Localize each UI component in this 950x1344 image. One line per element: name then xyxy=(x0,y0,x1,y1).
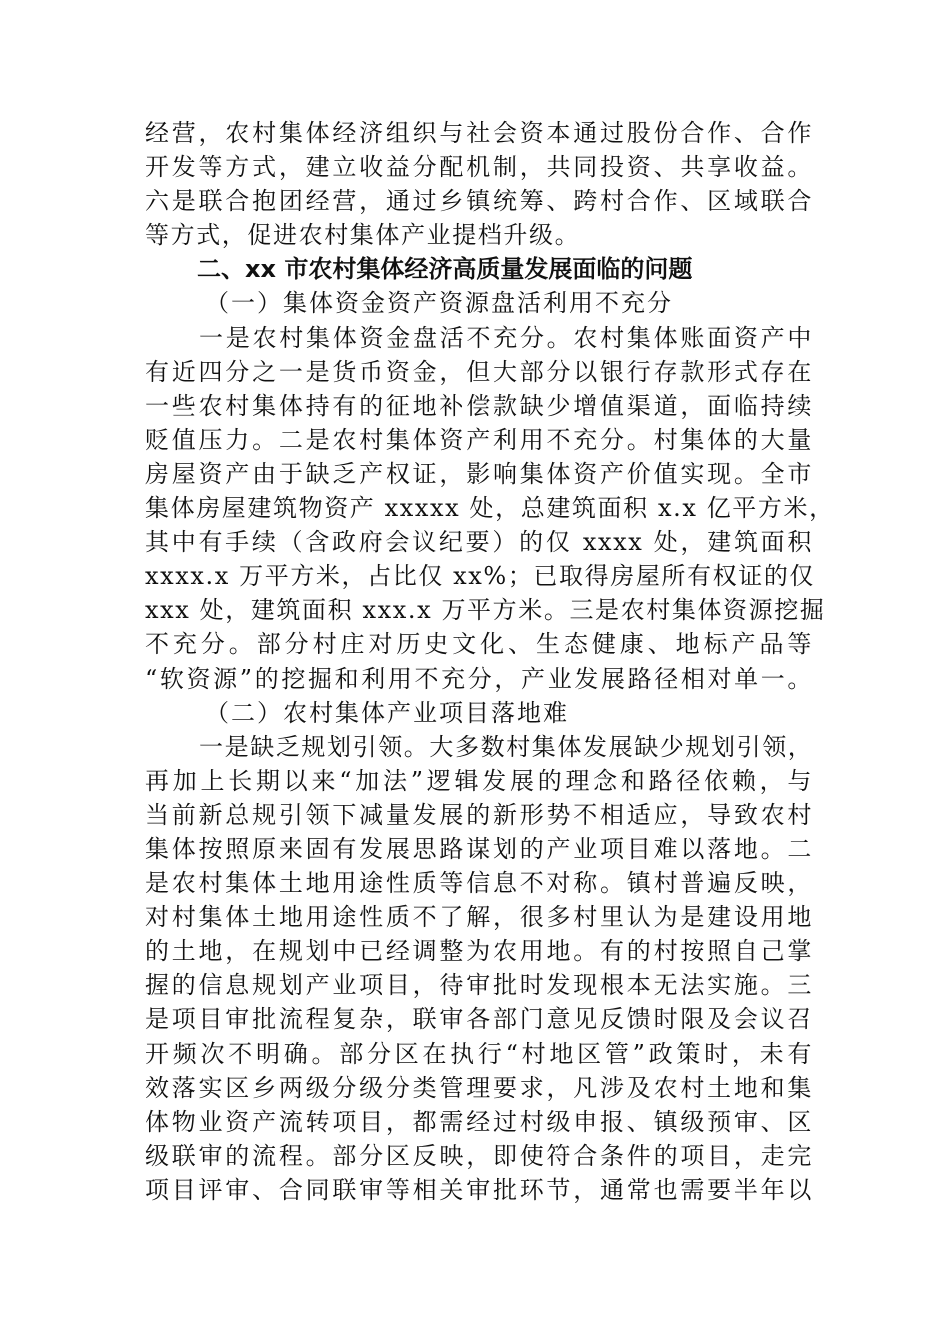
text-line: 贬值压力。二是农村集体资产利用不充分。村集体的大量 xyxy=(145,425,813,454)
text-line: 其中有手续（含政府会议纪要）的仅 xxxx 处，建筑面积 xyxy=(145,528,813,557)
text-line: xxxx.x 万平方米，占比仅 xx%；已取得房屋所有权证的仅 xyxy=(145,562,816,591)
text-line: 对村集体土地用途性质不了解，很多村里认为是建设用地 xyxy=(145,903,813,932)
text-line: 开发等方式，建立收益分配机制，共同投资、共享收益。 xyxy=(145,153,813,182)
text-line: 当前新总规引领下减量发展的新形势不相适应，导致农村 xyxy=(145,800,813,829)
text-line: 房屋资产由于缺乏产权证，影响集体资产价值实现。全市 xyxy=(145,459,813,488)
text-line: 一是缺乏规划引领。大多数村集体发展缺少规划引领， xyxy=(199,732,814,761)
subsection-2-paragraph xyxy=(145,730,813,1207)
subsection-1-paragraph xyxy=(145,321,835,696)
subsection-2-heading: （二）农村集体产业项目落地难 xyxy=(205,698,569,727)
text-line: 再加上长期以来“加法”逻辑发展的理念和路径依赖，与 xyxy=(145,766,813,795)
text-line: 一是农村集体资金盘活不充分。农村集体账面资产中 xyxy=(199,323,813,352)
text-line: 一些农村集体持有的征地补偿款缺少增值渠道，面临持续 xyxy=(145,391,813,420)
text-line: “软资源”的挖掘和利用不充分，产业发展路径相对单一。 xyxy=(145,664,813,693)
subsection-1-heading: （一）集体资金资产资源盘活利用不充分 xyxy=(205,289,673,318)
text-line: 等方式，促进农村集体产业提档升级。 xyxy=(145,221,581,250)
text-line: 经营，农村集体经济组织与社会资本通过股份合作、合作 xyxy=(145,119,813,147)
intro-paragraph xyxy=(145,116,813,252)
text-line: 不充分。部分村庄对历史文化、生态健康、地标产品等 xyxy=(145,630,813,659)
text-line: 六是联合抱团经营，通过乡镇统筹、跨村合作、区域联合 xyxy=(145,187,813,216)
document-page xyxy=(145,116,835,1207)
text-line: 集体房屋建筑物资产 xxxxx 处，总建筑面积 x.x 亿平方米， xyxy=(145,494,835,523)
text-line: 的土地，在规划中已经调整为农用地。有的村按照自己掌 xyxy=(145,937,813,966)
text-line: 握的信息规划产业项目，待审批时发现根本无法实施。三 xyxy=(145,971,813,1000)
text-line: 是农村集体土地用途性质等信息不对称。镇村普遍反映， xyxy=(145,869,813,898)
text-line: 有近四分之一是货币资金，但大部分以银行存款形式存在 xyxy=(145,357,813,386)
text-line: 级联审的流程。部分区反映，即使符合条件的项目，走完 xyxy=(145,1141,813,1170)
text-line: 项目评审、合同联审等相关审批环节，通常也需要半年以 xyxy=(145,1175,813,1204)
text-line: 效落实区乡两级分级分类管理要求，凡涉及农村土地和集 xyxy=(145,1073,813,1102)
text-line: 集体按照原来固有发展思路谋划的产业项目难以落地。二 xyxy=(145,834,813,863)
text-line: xxx 处，建筑面积 xxx.x 万平方米。三是农村集体资源挖掘 xyxy=(145,596,826,625)
section-heading: 二、xx 市农村集体经济高质量发展面临的问题 xyxy=(197,255,693,284)
text-line: 是项目审批流程复杂，联审各部门意见反馈时限及会议召 xyxy=(145,1005,813,1034)
text-line: 体物业资产流转项目，都需经过村级申报、镇级预审、区 xyxy=(145,1107,813,1136)
text-line: 开频次不明确。部分区在执行“村地区管”政策时，未有 xyxy=(145,1039,813,1068)
